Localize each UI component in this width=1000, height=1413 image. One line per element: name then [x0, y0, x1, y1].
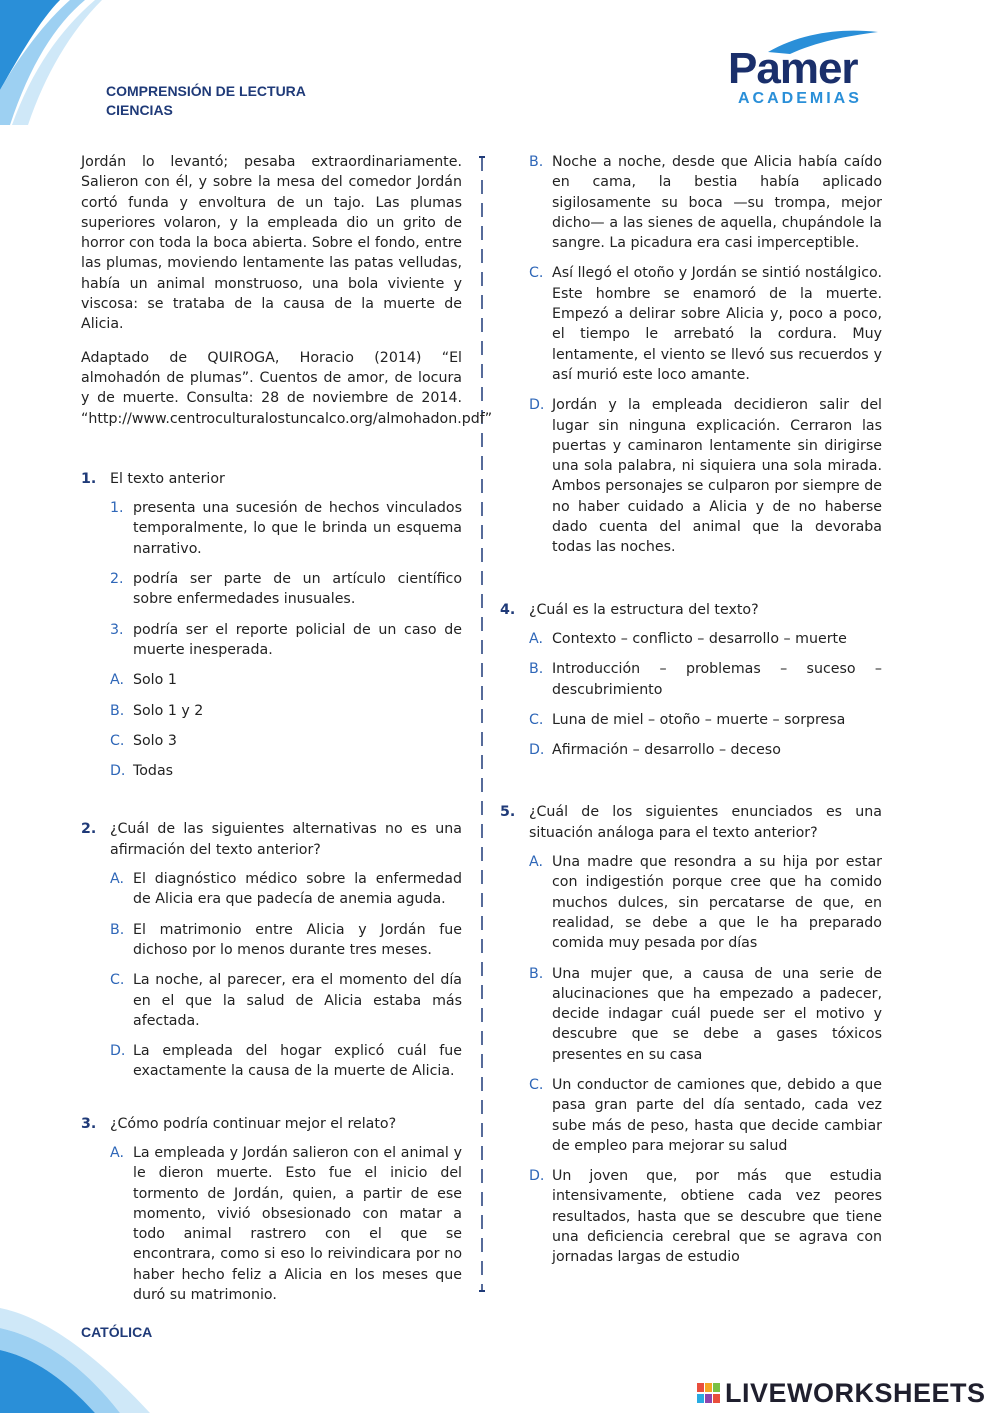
question-text: ¿Cuál de los siguientes enunciados es una situación análoga para el texto anterior?	[529, 804, 882, 841]
option-text: Solo 1 y 2	[133, 702, 204, 719]
header-course: CIENCIAS	[106, 102, 173, 118]
question-text: ¿Cuál de las siguientes alternativas no es una afirmación del texto anterior?	[110, 821, 462, 858]
option-text: La empleada y Jordán salieron con el animal y le dieron muerte. Esto fue el inicio del tormento de Jordán, quien, a partir de ese momento, vivió obsesionado con matar a todo animal rastrero con el que se encontrara, como si eso lo reivindicara por no haber hecho feliz a Alicia en los meses que duró su matrimonio.	[133, 1144, 462, 1304]
option-label: A.	[110, 871, 124, 888]
option-label: B.	[529, 154, 544, 170]
option-text: Una madre que resondra a su hija por estar con indigestión porque cree que ha comido muchos dulces, sin percatarse de que, en realidad, se debe a que le ha preparado comida muy pesada por días	[552, 854, 882, 952]
question-text: ¿Cómo podría continuar mejor el relato?	[110, 1115, 397, 1132]
option-label: A.	[110, 672, 124, 689]
option-text: Un joven que, por más que estudia intensivamente, obtiene cada vez peores resultados, hasta que se descubre que tiene una deficiencia cerebral que se agrava con jornadas largas de estudio	[552, 1168, 882, 1266]
column-divider	[479, 156, 485, 1292]
question-3	[81, 1114, 462, 1134]
option-label: B.	[529, 965, 544, 982]
question-4	[500, 600, 882, 620]
question-5	[500, 802, 882, 843]
option-label: D.	[529, 1168, 545, 1185]
statement-text: podría ser parte de un artículo científico sobre enfermedades inusuales.	[133, 571, 462, 608]
answer-option[interactable]	[529, 1166, 882, 1267]
answer-option[interactable]	[529, 263, 882, 385]
question-1	[81, 469, 462, 489]
option-text: El matrimonio entre Alicia y Jordán fue dichoso por lo menos durante tres meses.	[133, 921, 462, 958]
question-text: ¿Cuál es la estructura del texto?	[529, 601, 759, 618]
option-text: Introducción – problemas – suceso – descubrimiento	[552, 661, 882, 698]
statement-item	[110, 569, 462, 610]
footer-wave-decoration	[0, 1298, 153, 1413]
answer-option[interactable]	[529, 659, 882, 700]
answer-option[interactable]	[529, 629, 882, 649]
option-label: A.	[110, 1144, 124, 1161]
option-text: Una mujer que, a causa de una serie de alucinaciones que ha empezado a padecer, decide indagar cuál puede ser el motivo y descubre que se debe a gases tóxicos presentes en su casa	[552, 965, 882, 1063]
option-text: La noche, al parecer, era el momento del día en el que la salud de Alicia estaba más afectada.	[133, 972, 462, 1029]
option-text: La empleada del hogar explicó cuál fue exactamente la causa de la muerte de Alicia.	[133, 1043, 462, 1080]
option-text: Todas	[133, 763, 174, 780]
question-number: 2.	[81, 821, 97, 838]
option-text: Solo 3	[133, 732, 177, 749]
option-text: Solo 1	[133, 672, 177, 689]
option-label: D.	[110, 1043, 126, 1060]
statement-label: 3.	[110, 621, 124, 638]
header-subject: COMPRENSIÓN DE LECTURA	[106, 83, 306, 99]
pamer-logo	[728, 32, 888, 112]
option-label: A.	[529, 854, 543, 871]
option-label: B.	[529, 661, 544, 678]
statement-item	[110, 620, 462, 661]
logo-subtitle: ACADEMIAS	[738, 90, 862, 107]
answer-option[interactable]	[110, 920, 462, 961]
right-column	[500, 152, 882, 1278]
question-number: 1.	[81, 470, 97, 487]
option-text: Afirmación – desarrollo – deceso	[552, 742, 781, 759]
logo-wordmark: Pamer	[728, 44, 858, 93]
option-text: El diagnóstico médico sobre la enfermedad de Alicia era que padecía de anemia aguda.	[133, 871, 462, 908]
option-label: C.	[529, 265, 544, 282]
answer-option[interactable]	[110, 1143, 462, 1305]
statement-text: presenta una sucesión de hechos vinculados temporalmente, lo que le brinda un esquema narrativo.	[133, 500, 462, 557]
statement-item	[110, 498, 462, 559]
option-text: Un conductor de camiones que, debido a que pasa gran parte del día sentado, cada vez sube más de peso, hasta que decide cambiar de empleo para mejorar su salud	[552, 1076, 882, 1154]
statement-text: podría ser el reporte policial de un caso de muerte inesperada.	[133, 621, 462, 658]
question-number: 5.	[500, 804, 516, 821]
footer-category: CATÓLICA	[81, 1324, 153, 1340]
option-label: D.	[529, 397, 545, 414]
option-text: Noche a noche, desde que Alicia había caído en cama, la bestia había aplicado sigilosamente su boca —su trompa, mejor dicho— a las sienes de aquella, chupándole la sangre. La picadura era casi imperceptible.	[552, 154, 882, 252]
option-text: Jordán y la empleada decidieron salir del lugar sin ninguna explicación. Cerraron las puertas y caminaron lentamente sin dirigirse una sola palabra, ni siquiera una sola mirada. Ambos personajes se culparon por siempre de no haber cuidado a Alicia y de no haberse dado cuenta del animal que la devoraba todas las noches.	[552, 397, 882, 556]
reading-source: Adaptado de QUIROGA, Horacio (2014) “El almohadón de plumas”. Cuentos de amor, de locura y de muerte. Consulta: 28 de noviembre de 2014. “http://www.centroculturalostuncalco.org/almohadon.pdf”	[81, 349, 493, 427]
option-label: D.	[529, 742, 545, 759]
question-number: 4.	[500, 601, 516, 618]
option-label: B.	[110, 921, 125, 938]
statement-label: 1.	[110, 500, 124, 517]
header-title	[106, 82, 306, 120]
answer-option[interactable]	[529, 1075, 882, 1156]
answer-option[interactable]	[529, 852, 882, 953]
answer-option[interactable]	[110, 970, 462, 1031]
option-label: B.	[110, 702, 125, 719]
option-text: Contexto – conflicto – desarrollo – muerte	[552, 630, 847, 647]
option-label: C.	[529, 711, 544, 728]
question-text: El texto anterior	[110, 470, 225, 487]
option-label: A.	[529, 630, 543, 647]
answer-option[interactable]	[529, 395, 882, 557]
reading-passage: Jordán lo levantó; pesaba extraordinariamente. Salieron con él, y sobre la mesa del comedor Jordán cortó funda y envoltura de un tajo. Las plumas superiores volaron, y la empleada dio un grito de horror con toda la boca abierta. Sobre el fondo, entre las plumas, moviendo lentamente las patas velludas, había un animal monstruoso, una bola viviente y viscosa: se trataba de la causa de la muerte de Alicia.	[81, 154, 462, 333]
answer-option[interactable]	[110, 761, 462, 781]
answer-option[interactable]	[529, 740, 882, 760]
answer-option[interactable]	[529, 152, 882, 253]
option-label: C.	[110, 972, 125, 989]
answer-option[interactable]	[110, 869, 462, 910]
answer-option[interactable]	[110, 731, 462, 751]
option-text: Luna de miel – otoño – muerte – sorpresa	[552, 711, 846, 728]
option-text: Así llegó el otoño y Jordán se sintió nostálgico. Este hombre se enamoró de la muerte. Empezó a delirar sobre Alicia y, poco a poco, el tiempo le arrebató la cordura. Muy lentamente, el viento se llevó sus recuerdos y así murió este loco amante.	[552, 265, 882, 383]
answer-option[interactable]	[110, 670, 462, 690]
question-number: 3.	[81, 1115, 97, 1132]
liveworksheets-icon	[697, 1381, 723, 1405]
liveworksheets-watermark	[697, 1378, 986, 1408]
answer-option[interactable]	[110, 1041, 462, 1082]
answer-option[interactable]	[110, 701, 462, 721]
answer-option[interactable]	[529, 964, 882, 1065]
option-label: C.	[529, 1076, 544, 1093]
statement-label: 2.	[110, 571, 124, 588]
option-label: C.	[110, 732, 125, 749]
header-wave-decoration	[0, 0, 110, 125]
liveworksheets-text: LIVEWORKSHEETS	[725, 1377, 986, 1408]
left-column	[81, 152, 493, 1315]
answer-option[interactable]	[529, 710, 882, 730]
option-label: D.	[110, 763, 126, 780]
question-2	[81, 819, 462, 860]
